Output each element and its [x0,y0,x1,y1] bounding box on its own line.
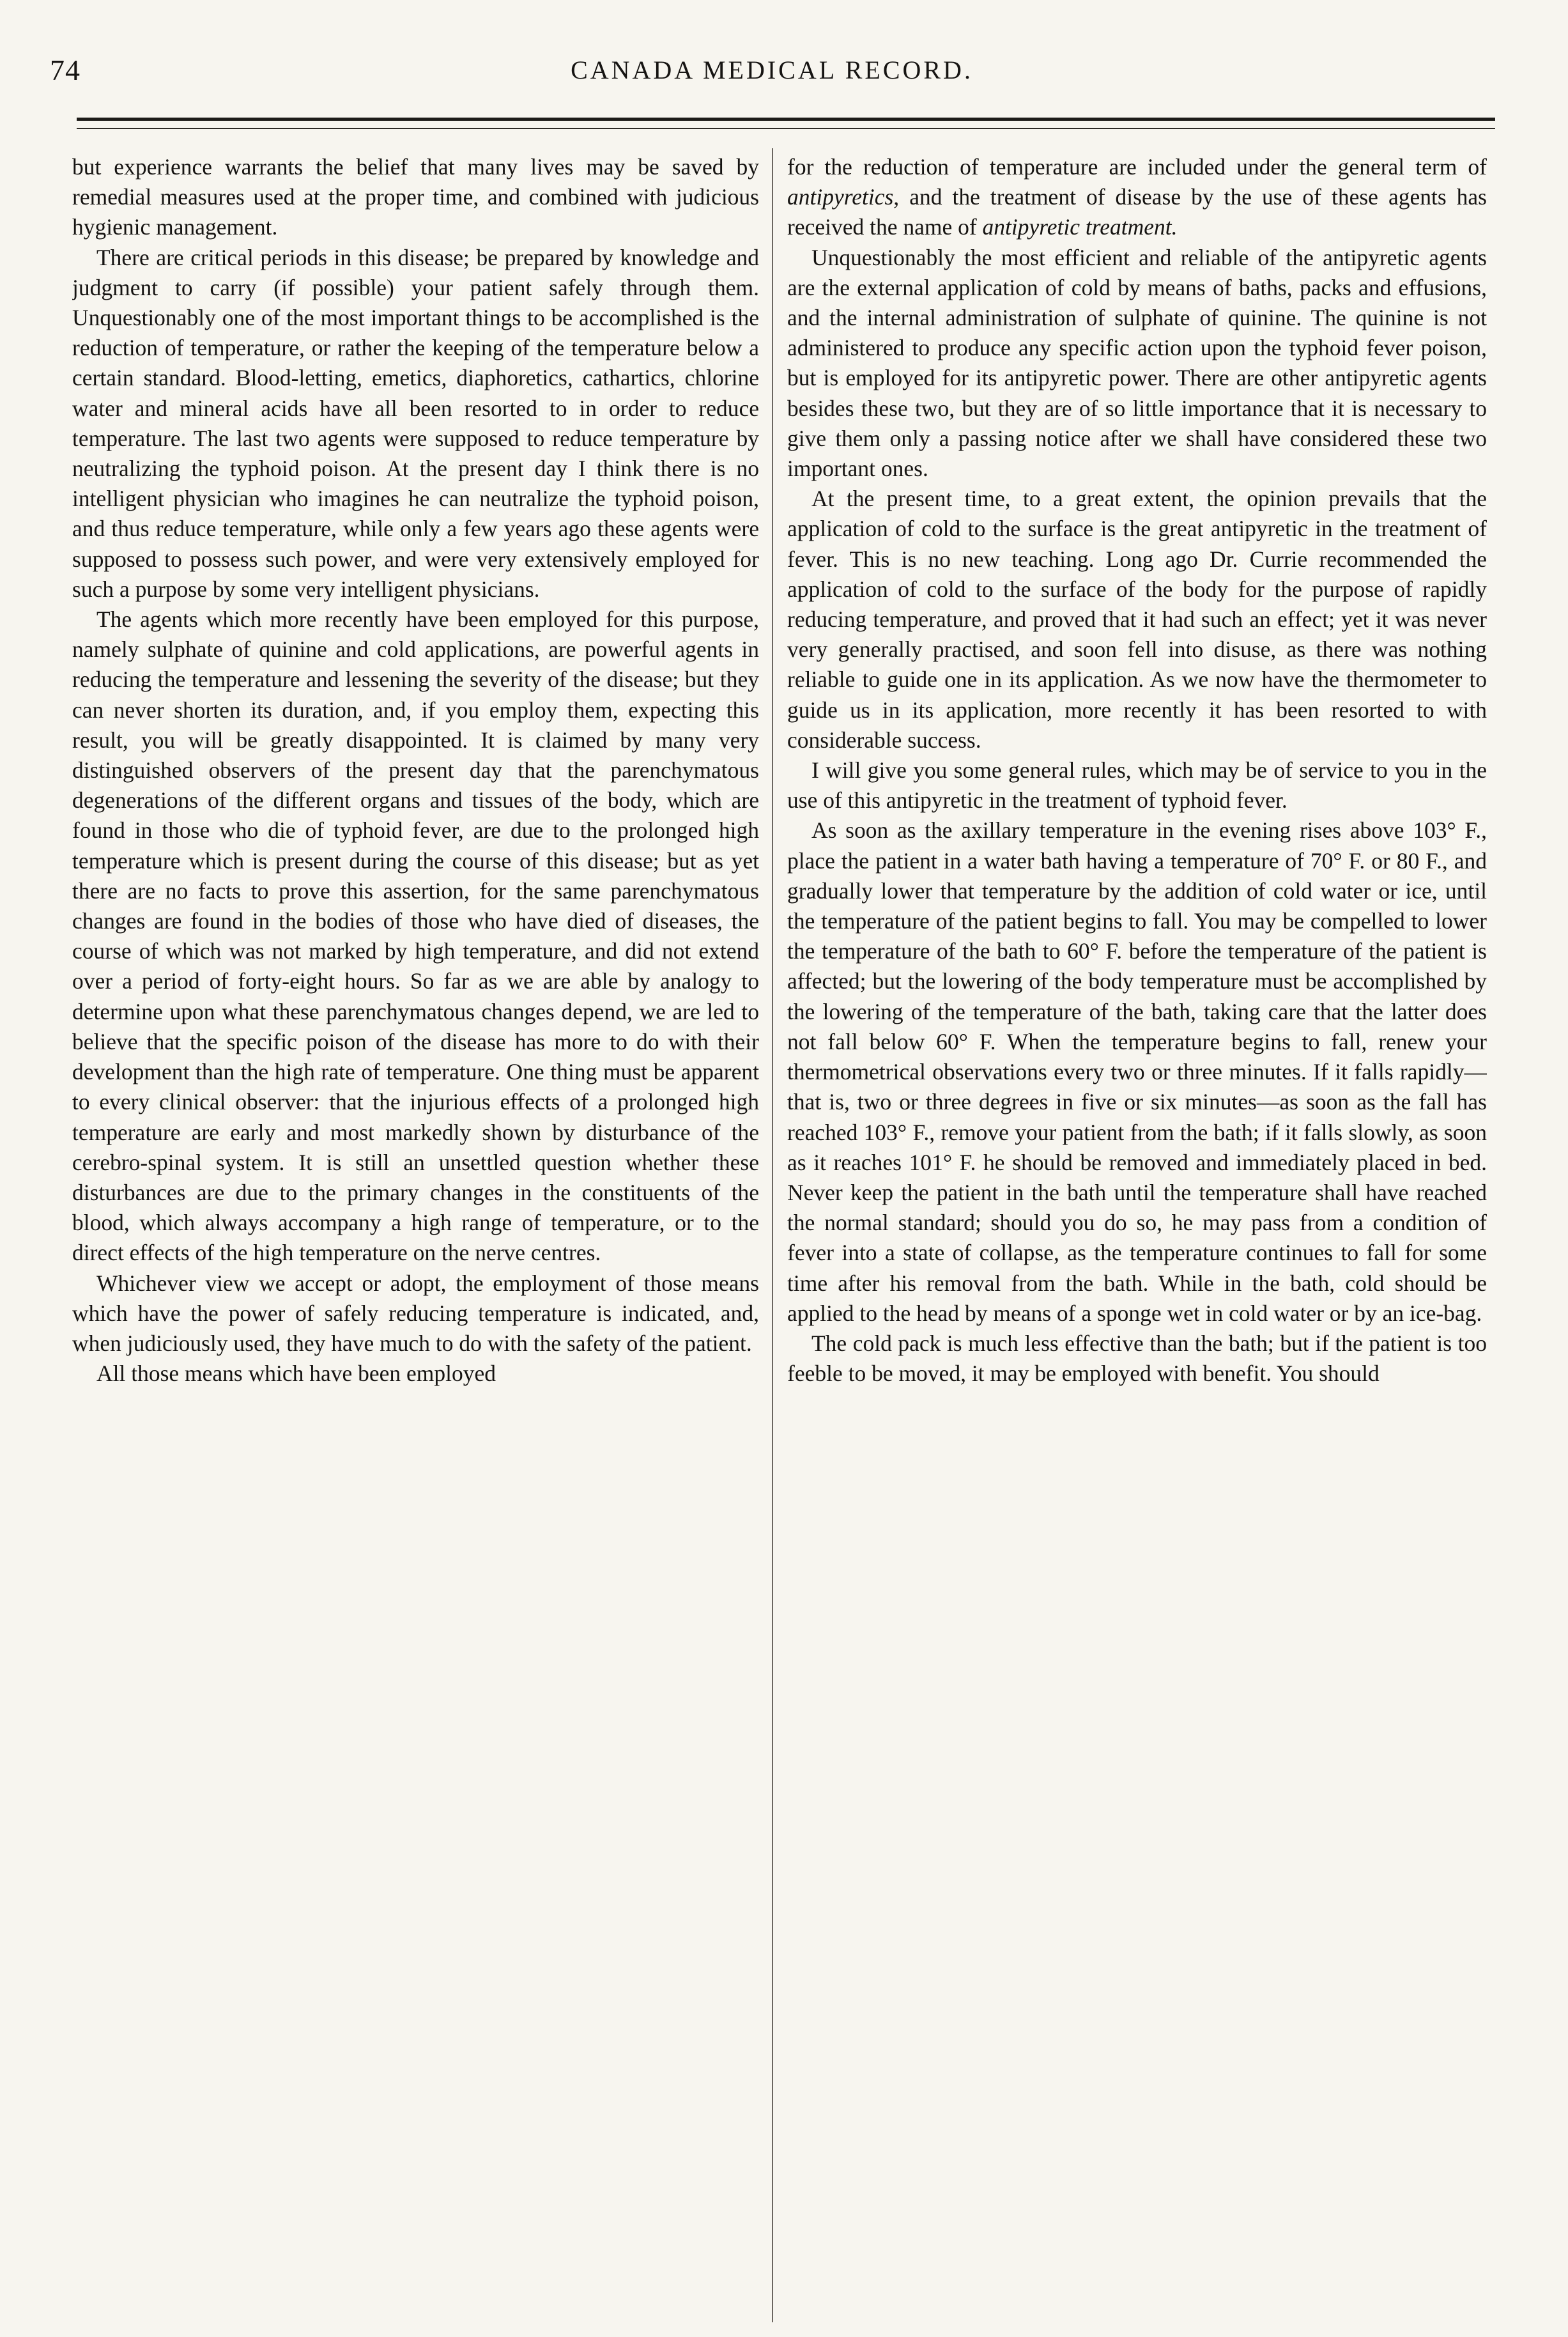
right-paragraph-1-text-b: and the treatment of disease by the use of these agents has received the name of [787,184,1487,240]
term-antipyretic-treatment: antipyretic treatment. [982,214,1178,240]
left-paragraph-1: but experience warrants the belief that many lives may be saved by remedial measures used at the proper time, and combined with judicious hygienic management. [72,154,759,240]
right-paragraph-2: Unquestionably the most efficient and reliable of the antipyretic agents are the external application of cold by means of baths, packs and effusions, and the internal administration of sulphate of quinine. The quinine is not administered to produce any specific action upon the typhoid fever poison, but is employed for its antipyretic power. There are other antipyretic agents besides these two, but they are of so little importance that it is necessary to give them only a passing notice after we shall have considered these two important ones. [787,244,1487,482]
page-header [50,50,1494,101]
right-paragraph-1-text-a: for the reduction of temperature are included under the general term of [787,154,1487,180]
term-antipyretics: antipyretics, [787,184,900,210]
right-paragraph-6: The cold pack is much less effective than the bath; but if the patient is too feeble to be moved, it may be employed with benefit. You should [787,1330,1487,1387]
left-text-column [72,152,759,2318]
right-paragraph-4: I will give you some general rules, which may be of service to you in the use of this antipyretic in the treatment of typhoid fever. [787,757,1487,814]
running-title: CANADA MEDICAL RECORD. [571,56,973,84]
left-paragraph-4: Whichever view we accept or adopt, the employment of those means which have the power of safely reducing temperature is indicated, and, when judiciously used, they have much to do with the safety of the patient. [72,1270,759,1356]
right-paragraph-5: As soon as the axillary temperature in the evening rises above 103° F., place the patient in a water bath having a temperature of 70° F. or 80 F., and gradually lower that temperature by the addition of cold water or ice, until the temperature of the patient begins to fall. You may be compelled to lower the temperature of the bath to 60° F. before the temperature of the patient is affected; but the lowering of the body temperature must be accomplished by the lowering of the temperature of the bath, taking care that the latter does not fall below 60° F. When the temperature begins to fall, renew your thermometrical observations every two or three minutes. If it falls rapidly—that is, two or three degrees in five or six minutes—as soon as the fall has reached 103° F., remove your patient from the bath; if it falls slowly, as soon as it reaches 101° F. he should be removed and immediately placed in bed. Never keep the patient in the bath until the temperature shall have reached the normal standard; should you do so, he may pass from a condition of fever into a state of collapse, as the temperature continues to fall for some time after his removal from the bath. While in the bath, cold should be applied to the head by means of a sponge wet in cold water or by an ice-bag. [787,817,1487,1326]
header-rule-thick [77,118,1495,121]
right-paragraph-3: At the present time, to a great extent, the opinion prevails that the application of cold to the surface is the great antipyretic in the treatment of fever. This is no new teaching. Long ago Dr. Currie recommended the application of cold to the surface of the body for the purpose of rapidly reducing temperature, and proved that it had such an effect; yet it was never very generally practised, and soon fell into disuse, as there was nothing reliable to guide one in its application. As we now have the thermometer to guide us in its application, more recently it has been resorted to with considerable success. [787,486,1487,753]
left-paragraph-2: There are critical periods in this disease; be prepared by knowledge and judgment to carry (if possible) your patient safely through them. Unquestionably one of the most important things to be accomplished is the reduction of temperature, or rather the keeping of the temperature below a certain standard. Blood-letting, emetics, diaphoretics, cathartics, chlorine water and mineral acids have all been resorted to in order to reduce temperature. The last two agents were supposed to reduce temperature by neutralizing the typhoid poison. At the present day I think there is no intelligent physician who imagines he can neutralize the typhoid poison, and thus reduce temperature, while only a few years ago these agents were supposed to possess such power, and were very extensively employed for such a purpose by some very intelligent physicians. [72,244,759,602]
left-paragraph-5: All those means which have been employed [96,1361,496,1387]
right-paragraph-1 [787,152,1487,243]
page-number: 74 [50,54,81,86]
header-rule-thin [77,128,1495,129]
left-paragraph-3: The agents which more recently have been employed for this purpose, namely sulphate of quinine and cold applications, are powerful agents in reducing the temperature and lessening the severity of the disease; but they can never shorten its duration, and, if you employ them, expecting this result, you will be greatly disappointed. It is claimed by many very distinguished observers of the present day that the parenchymatous degenerations of the different organs and tissues of the body, which are found in those who die of typhoid fever, are due to the prolonged high temperature which is present during the course of this disease; but as yet there are no facts to prove this assertion, for the same parenchymatous changes are found in the bodies of those who have died of diseases, the course of which was not marked by high temperature, and did not extend over a period of forty-eight hours. So far as we are able by analogy to determine upon what these parenchymatous changes depend, we are led to believe that the specific poison of the disease has more to do with their development than the high rate of temperature. One thing must be apparent to every clinical observer: that the injurious effects of a prolonged high temperature are early and most markedly shown by disturbance of the cerebro-spinal system. It is still an unsettled question whether these disturbances are due to the primary changes in the constituents of the blood, which always accompany a high range of temperature, or to the direct effects of the high temperature on the nerve centres. [72,606,759,1266]
right-text-column [787,152,1487,2318]
column-divider [772,148,773,2322]
